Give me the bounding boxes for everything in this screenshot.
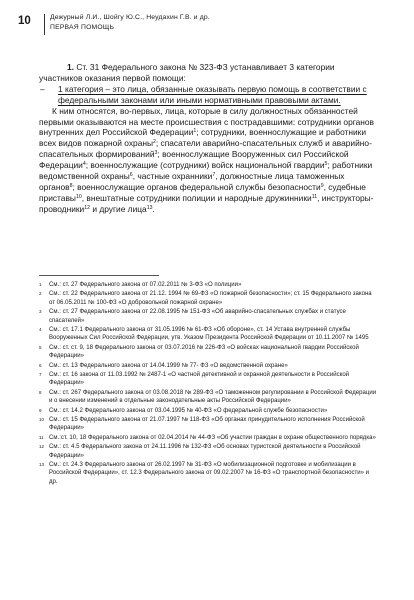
text-segment: , должностные лица таможенных органов: [39, 171, 345, 192]
text-segment: ; работники ведомственной охраны: [39, 160, 373, 182]
footnote-ref: 11: [311, 193, 318, 200]
footnote-text: См.: ст. 22 Федерального закона от 21.12. 1994 № 69-ФЗ «О пожарной безопасности»; ст. 15 Федерального закона от 06.05.2011 № 100-ФЗ «О добровольной пожарной охране»: [49, 291, 372, 306]
text-segment: , частные охранники: [132, 171, 213, 182]
category-definition: 1 категория – это лица, обязанные оказывать первую помощь в соответствии с федеральными законами или иными нормативными правовыми актами.: [58, 83, 367, 105]
footnote-number: 10: [39, 417, 45, 423]
footnote-number: 12: [39, 444, 45, 450]
footnote-separator: [39, 275, 159, 276]
footnote-ref: 12: [84, 204, 90, 211]
footnote-ref: 3: [154, 150, 158, 157]
paragraph-intro-text: Ст. 31 Федерального закона № 323-ФЗ устанавливает 3 категории участников оказания первой помощи:: [39, 62, 335, 83]
text-segment: .: [152, 203, 155, 214]
footnote: [39, 362, 379, 370]
footnote-text: См.: ст. 15 Федерального закона от 21.07.1997 № 118-ФЗ «Об органах принудительного исполнения Российской Федерации»: [49, 417, 365, 432]
category-item: [39, 84, 379, 106]
footnote: [39, 434, 379, 442]
main-text: [39, 62, 379, 215]
footnote-number: 6: [39, 362, 42, 368]
header-divider: [44, 14, 45, 35]
footnote-number: 1: [39, 282, 42, 287]
footnote-text: См.: ст. 4.5 Федерального закона от 24.11.1996 № 132-ФЗ «Об основах туристской деятельности в Российской Федерации»: [49, 444, 361, 459]
footnote-ref: 1: [193, 128, 197, 135]
footnote-text: См.: ст. ст. 9, 18 Федерального закона от 03.07.2016 № 226-ФЗ «О войсках национальной гвардии Российской Федерации»: [49, 344, 359, 360]
footnote-number: 7: [39, 372, 42, 378]
footnote-number: 9: [39, 407, 42, 413]
footnote: [39, 389, 379, 406]
footnote-number: 4: [39, 327, 42, 333]
footnote-ref: 9: [320, 182, 324, 189]
footnote-number: 11: [39, 434, 44, 440]
footnote-text: См.:ст. 10, 18 Федерального закона от 02.04.2014 № 44-ФЗ «Об участии граждан в охране общественного порядка»: [49, 434, 376, 441]
header-authors: Дежурный Л.И., Шойгу Ю.С., Неудахин Г.В. и др.: [50, 14, 210, 21]
page-number: 10: [18, 15, 31, 27]
footnote-ref: 5: [324, 161, 328, 168]
footnote-text: См.: ст. 16 закона от 11.03.1992 № 2487-1 «О частной детективной и охранной деятельности в Российской Федерации»: [49, 372, 350, 387]
footnote-ref: 10: [75, 193, 82, 200]
footnote-ref: 4: [82, 161, 86, 168]
footnote-text: См.: ст. 27 Федерального закона от 07.02.2011 № 3-ФЗ «О полиции»: [49, 282, 242, 288]
paragraph-list: [39, 106, 379, 215]
footnote-ref: 8: [69, 182, 73, 189]
footnote-number: 8: [39, 389, 42, 395]
footnote-text: См.: ст. 14.2 Федерального закона от 03.04.1995 № 40-ФЗ «О федеральной службе безопасности»: [49, 407, 328, 414]
footnote: [39, 443, 379, 460]
footnote-number: 2: [39, 291, 42, 297]
footnote-text: См.: ст. 13 Федерального закона от 14.04.1999 № 77- ФЗ «О ведомственной охране»: [49, 362, 288, 369]
footnote: [39, 407, 379, 415]
footnote-text: См.: ст. 27 Федерального закона от 22.08.1995 № 151-ФЗ «Об аварийно-спасательных службах и статусе спасателей»: [49, 309, 346, 324]
footnote-text: См.: ст. 17.1 Федерального закона от 31.05.1996 № 61-ФЗ «Об обороне», ст. 14 Устава внутренней службы Вооруженных Сил Российской Федерации, утв. Указом Президента Российской Федерации от 10.11.2007 № 1495: [49, 327, 369, 342]
text-segment: , внештатные сотрудники полиции и народные дружинники: [81, 192, 312, 203]
paragraph-intro: [39, 62, 379, 84]
text-segment: ; военнослужащие (сотрудники) войск национальной гвардии: [85, 160, 325, 171]
text-segment: , судебные приставы: [39, 181, 366, 203]
footnote-number: 13: [39, 462, 45, 468]
footnote: [39, 290, 379, 307]
paragraph-number: 1.: [67, 62, 74, 72]
footnote-ref: 13: [146, 204, 153, 211]
footnote: [39, 326, 379, 343]
footnote-number: 3: [39, 309, 42, 315]
header-section-title: ПЕРВАЯ ПОМОЩЬ: [50, 24, 115, 31]
text-segment: и другие лица: [90, 203, 147, 214]
text-segment: ; военнослужащие Вооруженных сил Российской Федерации: [39, 149, 349, 171]
text-segment: К ним относятся, во-первых, лица, которые в силу должностных обязанностей первыми оказываются на месте происшествия с пострадавшими: сотрудники органов внутренних дел Российской Федерации: [39, 105, 374, 138]
footnote-ref: 7: [212, 172, 216, 179]
footnote: [39, 416, 379, 433]
footnote: [39, 281, 379, 289]
text-segment: ; военнослужащие органов федеральной службы безопасности: [72, 181, 321, 192]
footnote-ref: 2: [153, 139, 156, 146]
footnote: [39, 344, 379, 361]
footnote: [39, 461, 379, 486]
running-header: [0, 14, 414, 36]
footnote: [39, 308, 379, 325]
footnote: [39, 371, 379, 388]
footnote-text: См.: ст. 24.3 Федерального закона от 26.02.1997 № 31-ФЗ «О мобилизационной подготовке и мобилизации в Российской Федерации», ст. 12.3 Федерального закона от 09.02.2007 № 16-ФЗ «О транспортной безопасности» и др.: [49, 462, 370, 485]
footnote-ref: 6: [129, 172, 133, 179]
list-dash: –: [40, 83, 45, 94]
text-segment: ; спасатели аварийно-спасательных служб и аварийно-спасательных формирований: [39, 138, 372, 160]
footnote-number: 5: [39, 344, 42, 350]
footnote-text: См.: ст. 267 Федерального закона от 03.08.2018 № 289-ФЗ «О таможенном регулировании в Российской Федерации и о внесении изменений в отдельные законодательные акты Российской Федерации»: [49, 389, 377, 405]
text-segment: ; сотрудники, военнослужащие и работники всех видов пожарной охраны: [39, 127, 367, 149]
text-segment: , инструкторы-проводники: [39, 192, 374, 214]
footnotes: [39, 281, 379, 486]
